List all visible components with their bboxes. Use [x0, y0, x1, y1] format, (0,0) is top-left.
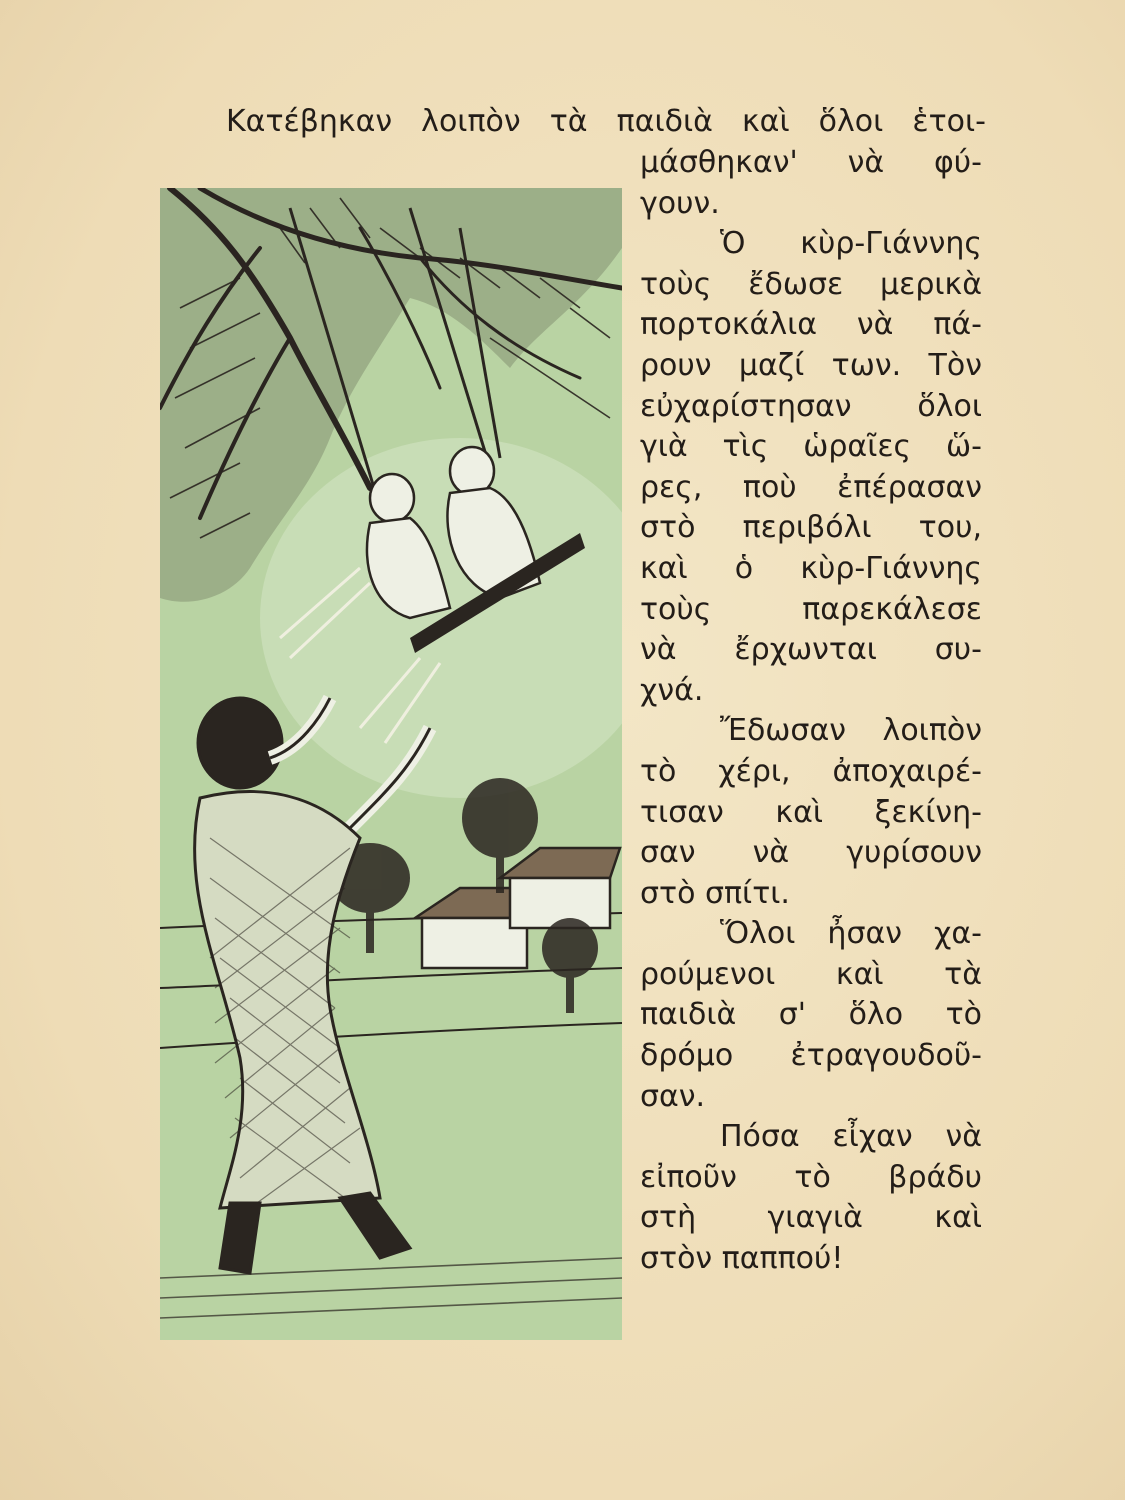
text-line: ρούμενοι καὶ τὰ [640, 956, 982, 992]
text-line: τὸ χέρι, ἀποχαιρέ- [640, 753, 982, 789]
text-line: Πόσα εἶχαν νὰ [720, 1119, 982, 1155]
main-text-column [640, 143, 982, 1280]
text-line: ρες, ποὺ ἐπέρασαν [640, 469, 982, 505]
text-line: τοὺς ἔδωσε μερικὰ [640, 266, 982, 302]
text-line: χνά. [640, 672, 704, 708]
text-line: Ἔδωσαν λοιπὸν [720, 713, 982, 749]
text-line: ρουν μαζί των. Τὸν [640, 347, 982, 383]
text-line-top: Κατέβηκαν λοιπὸν τὰ παιδιὰ καὶ ὅλοι ἑτοι- [226, 104, 986, 139]
text-line: τισαν καὶ ξεκίνη- [640, 794, 982, 830]
text-line: πορτοκάλια νὰ πά- [640, 307, 982, 343]
text-line: Ὁ κὺρ-Γιάννης [720, 226, 982, 262]
text-line: σαν νὰ γυρίσουν [640, 835, 982, 871]
text-line: γουν. [640, 185, 720, 221]
text-line: στὸ περιβόλι του, [640, 510, 982, 546]
text-line: νὰ ἔρχωνται συ- [640, 632, 982, 668]
text-line: δρόμο ἐτραγουδοῦ- [640, 1038, 982, 1074]
text-line: μάσθηκαν' νὰ φύ- [640, 145, 982, 180]
text-line: στὴ γιαγιὰ καὶ [640, 1200, 982, 1236]
text-line: εἰποῦν τὸ βράδυ [640, 1159, 982, 1195]
text-line: Ὅλοι ἦσαν χα- [720, 916, 982, 952]
text-line: παιδιὰ σ' ὅλο τὸ [640, 997, 982, 1033]
swing-illustration [160, 188, 622, 1340]
text-line: σαν. [640, 1078, 706, 1114]
text-line: εὐχαρίστησαν ὅλοι [640, 388, 982, 424]
text-line: καὶ ὁ κὺρ-Γιάννης [640, 550, 982, 586]
text-line: στὸν παππού! [640, 1241, 844, 1277]
text-line: στὸ σπίτι. [640, 875, 790, 911]
text-line: τοὺς παρεκάλεσε [640, 591, 982, 627]
text-line: γιὰ τὶς ὡραῖες ὥ- [640, 429, 982, 465]
